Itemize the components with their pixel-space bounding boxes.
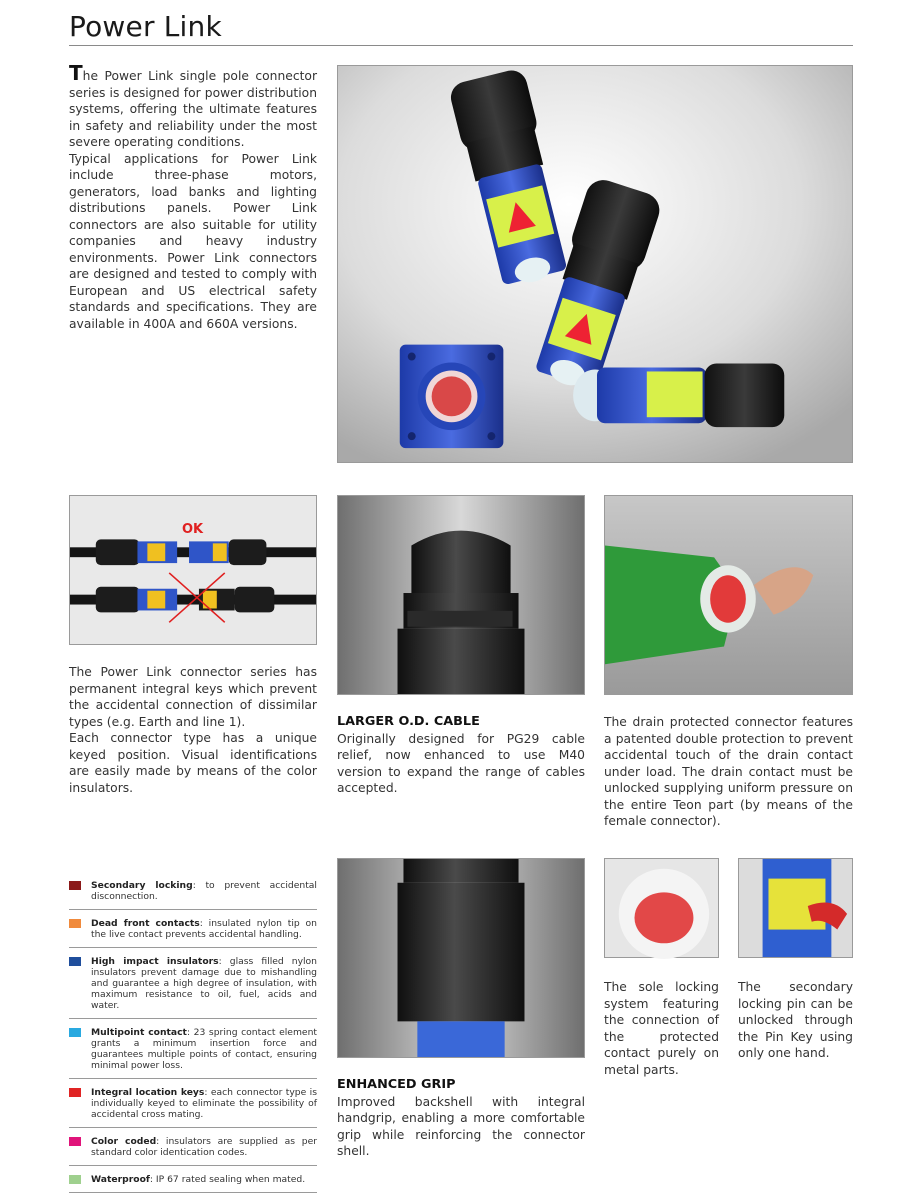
- legend-term: Waterproof: [91, 1174, 150, 1185]
- legend-term: Multipoint contact: [91, 1027, 187, 1038]
- sole-locking-caption: [604, 979, 719, 1078]
- legend-swatch: [69, 957, 81, 966]
- cable-gland-illustration: [338, 496, 584, 694]
- cable-caption-heading: LARGER O.D. CABLE: [337, 714, 480, 729]
- intro-paragraph-1: [69, 61, 317, 151]
- legend-swatch: [69, 1028, 81, 1037]
- intro-paragraph-2: Typical applications for Power Link include three-phase motors, generators, load banks and lighting distributions panels. Power Link connectors are also suitable for utility companies and heavy industry environments. Power Link connectors are designed and tested to comply with European and US electrical safety standards and specifications. They are available in 400A and 660A versions.: [69, 151, 317, 331]
- grip-caption: [337, 1077, 585, 1160]
- intro-text: [69, 61, 317, 332]
- feature-legend: [69, 872, 317, 1193]
- legend-term: Dead front contacts: [91, 918, 200, 929]
- secondary-pin-photo: [738, 858, 853, 958]
- drop-cap: T: [69, 61, 83, 85]
- legend-item-integral-location-keys: [69, 1079, 317, 1128]
- title-divider: [69, 45, 853, 46]
- secondary-pin-caption-text: The secondary locking pin can be unlocked through the Pin Key using only one hand.: [738, 980, 853, 1060]
- drain-caption-text: The drain protected connector features a patented double protection to prevent accidental touch of the drain contact under load. The drain contact must be unlocked supplying uniform pressure on the entire Teon part (by means of the female connector).: [604, 715, 853, 828]
- legend-swatch: [69, 881, 81, 890]
- sole-locking-photo: [604, 858, 719, 958]
- legend-swatch: [69, 1175, 81, 1184]
- legend-item-secondary-locking: [69, 872, 317, 910]
- legend-item-high-impact-insulators: [69, 948, 317, 1019]
- pin-key-illustration: [739, 859, 852, 957]
- locking-contact-illustration: [605, 859, 718, 957]
- legend-swatch: [69, 919, 81, 928]
- legend-desc: : each connector type is individually keyed to eliminate the possibility of accidental cross mating.: [91, 1087, 317, 1120]
- keyed-connectors-illustration: [70, 496, 316, 644]
- connectors-illustration: [338, 66, 852, 462]
- sole-locking-caption-text: The sole locking system featuring the connection of the protected contact purely on metal parts.: [604, 980, 719, 1077]
- ok-label: OK: [182, 522, 204, 537]
- legend-desc: : glass filled nylon insulators prevent damage due to mishandling and guarantee a high degree of insulation, with maximum resistance to oil, fuel, acids and water.: [91, 956, 317, 1011]
- legend-item-waterproof: [69, 1166, 317, 1193]
- cable-caption-text: Originally designed for PG29 cable relief, now enhanced to use M40 version to expand the range of cables accepted.: [337, 731, 585, 795]
- grip-caption-text: Improved backshell with integral handgrip, enabling a more comfortable grip while reinforcing the connector shell.: [337, 1094, 585, 1158]
- integral-keys-photo: [69, 495, 317, 645]
- legend-swatch: [69, 1137, 81, 1146]
- legend-term: Integral location keys: [91, 1087, 205, 1098]
- legend-desc: : insulators are supplied as per standard color identication codes.: [91, 1136, 317, 1158]
- cable-caption: [337, 714, 585, 797]
- integral-keys-caption: [69, 664, 317, 796]
- legend-desc: : insulated nylon tip on the live contact prevents accidental handling.: [91, 918, 317, 940]
- legend-term: Secondary locking: [91, 880, 193, 891]
- grip-photo: [337, 858, 585, 1058]
- keys-caption-paragraph-1: The Power Link connector series has permanent integral keys which prevent the accidental connection of dissimilar types (e.g. Earth and line 1).: [69, 665, 317, 729]
- legend-term: High impact insulators: [91, 956, 219, 967]
- legend-item-color-coded: [69, 1128, 317, 1166]
- legend-desc: : to prevent accidental disconnection.: [91, 880, 317, 902]
- legend-desc: : IP 67 rated sealing when mated.: [149, 1174, 306, 1185]
- product-photo-main: [337, 65, 853, 463]
- handgrip-illustration: [338, 859, 584, 1057]
- intro-paragraph-1-text: he Power Link single pole connector series is designed for power distribution systems, offering the ultimate features in safety and reliability under the most severe operating conditions.: [69, 69, 317, 149]
- legend-item-multipoint-contact: [69, 1019, 317, 1079]
- cable-gland-photo: [337, 495, 585, 695]
- legend-desc: : 23 spring contact element grants a minimum insertion force and guarantees multiple points of contact, ensuring minimal power loss.: [91, 1027, 317, 1071]
- keys-caption-paragraph-2: Each connector type has a unique keyed position. Visual identifications are easily made by means of the color insulators.: [69, 731, 317, 795]
- legend-term: Color coded: [91, 1136, 157, 1147]
- legend-item-dead-front-contacts: [69, 910, 317, 948]
- drain-caption: [604, 714, 853, 830]
- secondary-pin-caption: [738, 979, 853, 1062]
- legend-swatch: [69, 1088, 81, 1097]
- drain-protection-photo: [604, 495, 853, 695]
- grip-caption-heading: ENHANCED GRIP: [337, 1077, 456, 1092]
- page-title: Power Link: [69, 10, 222, 43]
- drain-contact-illustration: [605, 496, 852, 694]
